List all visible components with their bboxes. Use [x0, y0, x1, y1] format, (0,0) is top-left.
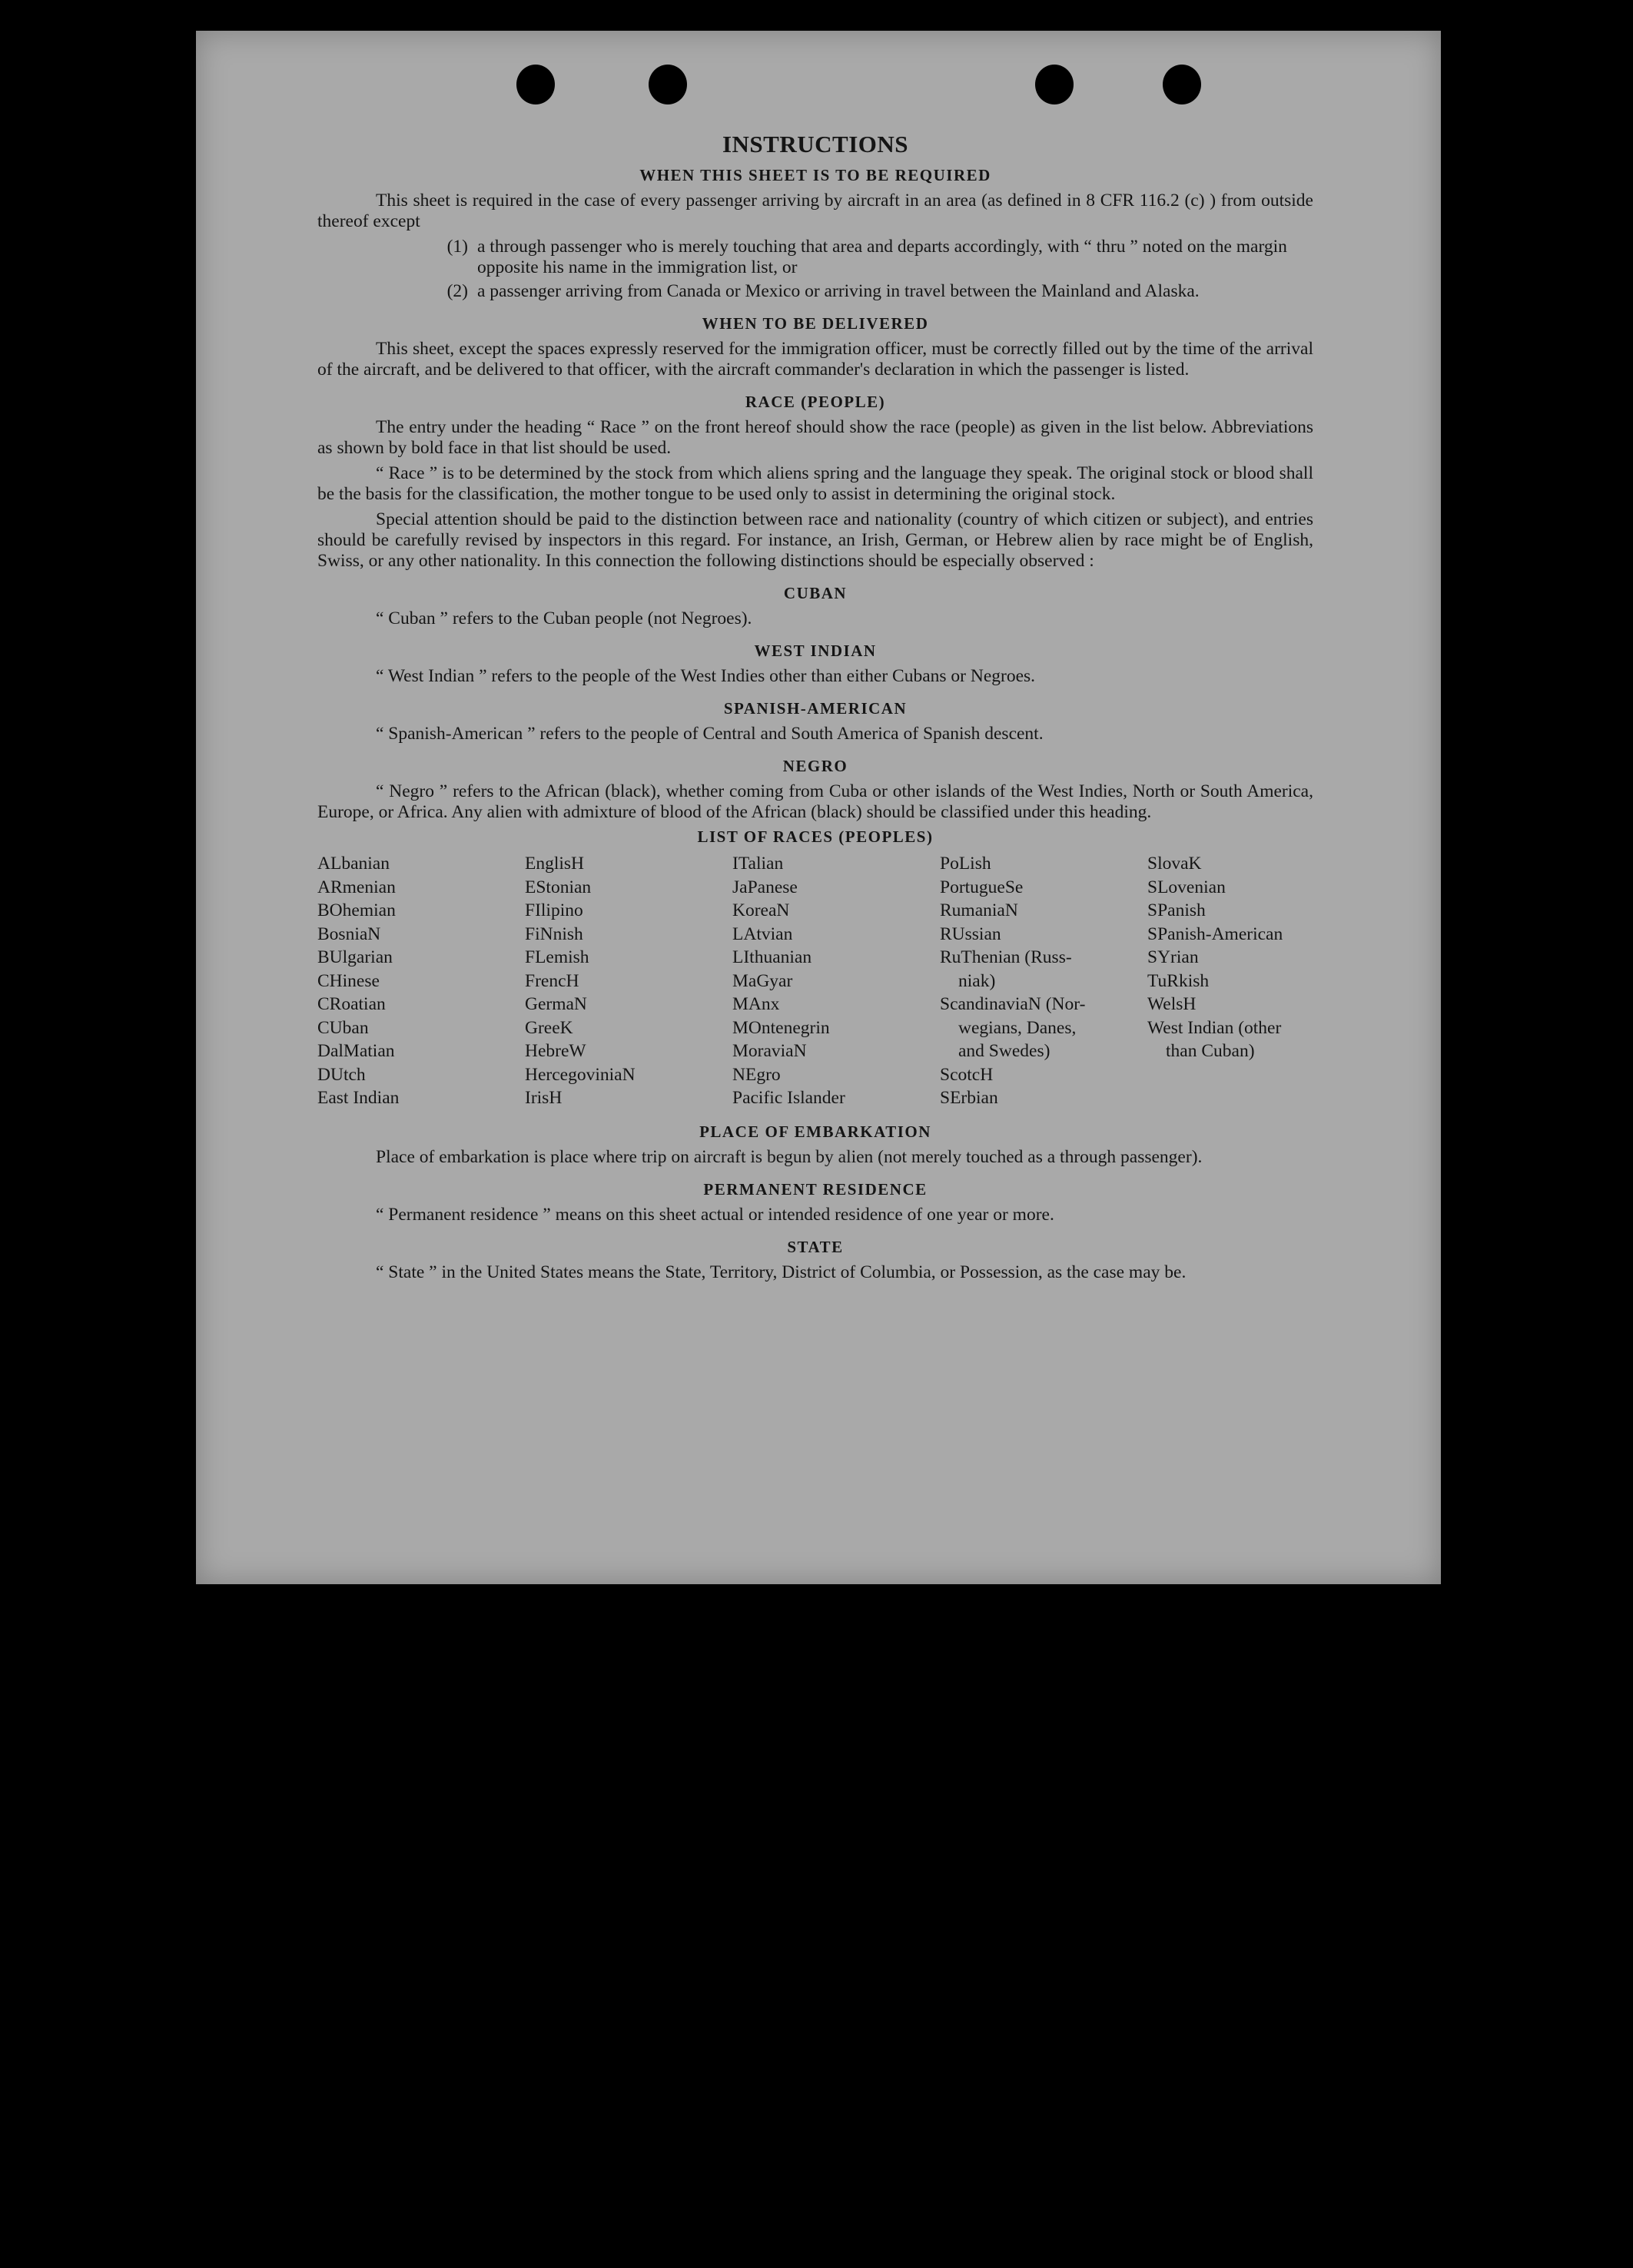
- race-entry: GermaN: [525, 994, 587, 1014]
- race-paragraph-1: The entry under the heading “ Race ” on the front hereof should show the race (people) as given in the list below. Abbreviations as shown by bold face in that list should be used.: [317, 417, 1313, 458]
- race-entry: KoreaN: [732, 900, 790, 920]
- race-entry: ScotcH: [940, 1064, 994, 1085]
- race-entry: SlovaK: [1147, 854, 1202, 874]
- race-entry: BOhemian: [317, 900, 396, 920]
- race-entry: RUssian: [940, 923, 1001, 944]
- race-column: [1147, 852, 1313, 1110]
- race-entry: MOntenegrin: [732, 1017, 830, 1038]
- race-entry: and Swedes): [958, 1041, 1050, 1061]
- race-entry: LIthuanian: [732, 947, 812, 967]
- when-required-text: This sheet is required in the case of every passenger arriving by aircraft in an area (as defined in 8 CFR 116.2 (c) ) from outside thereof except: [317, 191, 1313, 231]
- race-entry: ScandinaviaN (Nor-: [940, 994, 1086, 1014]
- heading-state: STATE: [787, 1237, 844, 1256]
- race-entry: East Indian: [317, 1088, 400, 1108]
- race-entry: RumaniaN: [940, 900, 1018, 920]
- heading-residence: PERMANENT RESIDENCE: [703, 1179, 928, 1199]
- race-entry: wegians, Danes,: [958, 1017, 1077, 1038]
- embarkation-text: Place of embarkation is place where trip on aircraft is begun by alien (not merely touched as a through passenger).: [376, 1146, 1203, 1167]
- exception-item: [317, 281, 1313, 302]
- race-entry: RuThenian (Russ-: [940, 947, 1072, 967]
- race-entry: EnglisH: [525, 854, 585, 874]
- residence-text: “ Permanent residence ” means on this sheet actual or intended residence of one year or more.: [376, 1204, 1054, 1225]
- race-entry: FrencH: [525, 970, 579, 991]
- exception-text: a through passenger who is merely touching that area and departs accordingly, with “ thru ” noted on the margin opposite his name in the immigration list, or: [477, 237, 1287, 277]
- heading-list-of-races: LIST OF RACES (PEOPLES): [697, 827, 934, 846]
- race-entry: HercegoviniaN: [525, 1064, 636, 1085]
- race-entry: FLemish: [525, 947, 589, 967]
- race-entry: SYrian: [1147, 947, 1199, 967]
- race-entry: ARmenian: [317, 877, 396, 897]
- race-entry: MaGyar: [732, 970, 793, 991]
- race-entry: PoLish: [940, 854, 991, 874]
- race-list: [317, 852, 1313, 1110]
- race-entry: MAnx: [732, 994, 780, 1014]
- race-column: [732, 852, 940, 1110]
- race-entry: CRoatian: [317, 994, 386, 1014]
- race-paragraph-2: “ Race ” is to be determined by the stock from which aliens spring and the language they speak. The original stock or blood shall be the basis for the classification, the mother tongue to be used only to assist in determining the original stock.: [317, 463, 1313, 504]
- cuban-text: “ Cuban ” refers to the Cuban people (not Negroes).: [376, 608, 752, 628]
- race-entry: JaPanese: [732, 877, 798, 897]
- heading-spanish-american: SPANISH-AMERICAN: [723, 699, 908, 718]
- page-title: INSTRUCTIONS: [722, 131, 908, 158]
- punch-hole: [649, 65, 687, 104]
- race-entry: NEgro: [732, 1064, 781, 1085]
- race-entry: SPanish-American: [1147, 923, 1283, 944]
- race-entry: SErbian: [940, 1088, 998, 1108]
- punch-hole: [1035, 65, 1074, 104]
- race-entry: BUlgarian: [317, 947, 393, 967]
- race-entry: SLovenian: [1147, 877, 1226, 897]
- heading-when-delivered: WHEN TO BE DELIVERED: [702, 314, 929, 333]
- race-entry: DUtch: [317, 1064, 366, 1085]
- heading-when-required: WHEN THIS SHEET IS TO BE REQUIRED: [639, 166, 991, 184]
- punch-hole: [1163, 65, 1201, 104]
- race-entry: FIlipino: [525, 900, 583, 920]
- race-paragraph-3: Special attention should be paid to the distinction between race and nationality (country of which citizen or subject), and entries should be carefully revised by inspectors in this regard. For instance, an Irish, German, or Hebrew alien by race might be of English, Swiss, or any other nationality. In this connection the following distinctions should be especially observed :: [317, 509, 1313, 571]
- race-entry: MoraviaN: [732, 1041, 807, 1061]
- race-entry: TuRkish: [1147, 970, 1210, 991]
- race-entry: GreeK: [525, 1017, 573, 1038]
- state-text: “ State ” in the United States means the State, Territory, District of Columbia, or Possession, as the case may be.: [376, 1262, 1187, 1282]
- race-entry: niak): [958, 970, 996, 991]
- when-delivered-text: This sheet, except the spaces expressly reserved for the immigration officer, must be correctly filled out by the time of the arrival of the aircraft, and be delivered to that officer, with the aircraft commander's declaration in which the passenger is listed.: [317, 339, 1313, 380]
- race-entry: IrisH: [525, 1088, 563, 1108]
- heading-west-indian: WEST INDIAN: [754, 642, 877, 660]
- race-entry: CHinese: [317, 970, 380, 991]
- race-entry: FiNnish: [525, 923, 583, 944]
- heading-negro: NEGRO: [782, 757, 848, 775]
- exception-item: [317, 237, 1313, 278]
- punch-hole: [516, 65, 555, 104]
- instruction-sheet: [196, 31, 1441, 1584]
- race-entry: HebreW: [525, 1041, 586, 1061]
- race-entry: ALbanian: [317, 854, 390, 874]
- spanish-american-text: “ Spanish-American ” refers to the people of Central and South America of Spanish descent.: [376, 724, 1044, 744]
- race-column: [940, 852, 1147, 1110]
- heading-cuban: CUBAN: [783, 584, 848, 602]
- race-entry: LAtvian: [732, 923, 793, 944]
- exception-text: a passenger arriving from Canada or Mexico or arriving in travel between the Mainland and Alaska.: [477, 281, 1200, 301]
- sheet-content: [317, 131, 1313, 1288]
- race-entry: Pacific Islander: [732, 1088, 845, 1108]
- race-entry: PortugueSe: [940, 877, 1024, 897]
- exception-number: (1): [446, 237, 468, 257]
- race-entry: DalMatian: [317, 1041, 395, 1061]
- race-entry: SPanish: [1147, 900, 1206, 920]
- race-entry: BosniaN: [317, 923, 381, 944]
- heading-race: RACE (PEOPLE): [745, 393, 886, 411]
- race-entry: CUban: [317, 1017, 369, 1038]
- race-entry: EStonian: [525, 877, 592, 897]
- exception-number: (2): [446, 281, 468, 301]
- west-indian-text: “ West Indian ” refers to the people of the West Indies other than either Cubans or Negroes.: [376, 666, 1036, 686]
- race-entry: than Cuban): [1166, 1041, 1255, 1061]
- negro-text: “ Negro ” refers to the African (black), whether coming from Cuba or other islands of the West Indies, North or South America, Europe, or Africa. Any alien with admixture of blood of the African (black) should be classified under this heading.: [317, 781, 1313, 822]
- race-entry: WelsH: [1147, 994, 1197, 1014]
- race-entry: ITalian: [732, 854, 784, 874]
- heading-embarkation: PLACE OF EMBARKATION: [699, 1122, 931, 1141]
- race-column: [525, 852, 732, 1110]
- race-column: [317, 852, 525, 1110]
- race-entry: West Indian (other: [1147, 1017, 1282, 1038]
